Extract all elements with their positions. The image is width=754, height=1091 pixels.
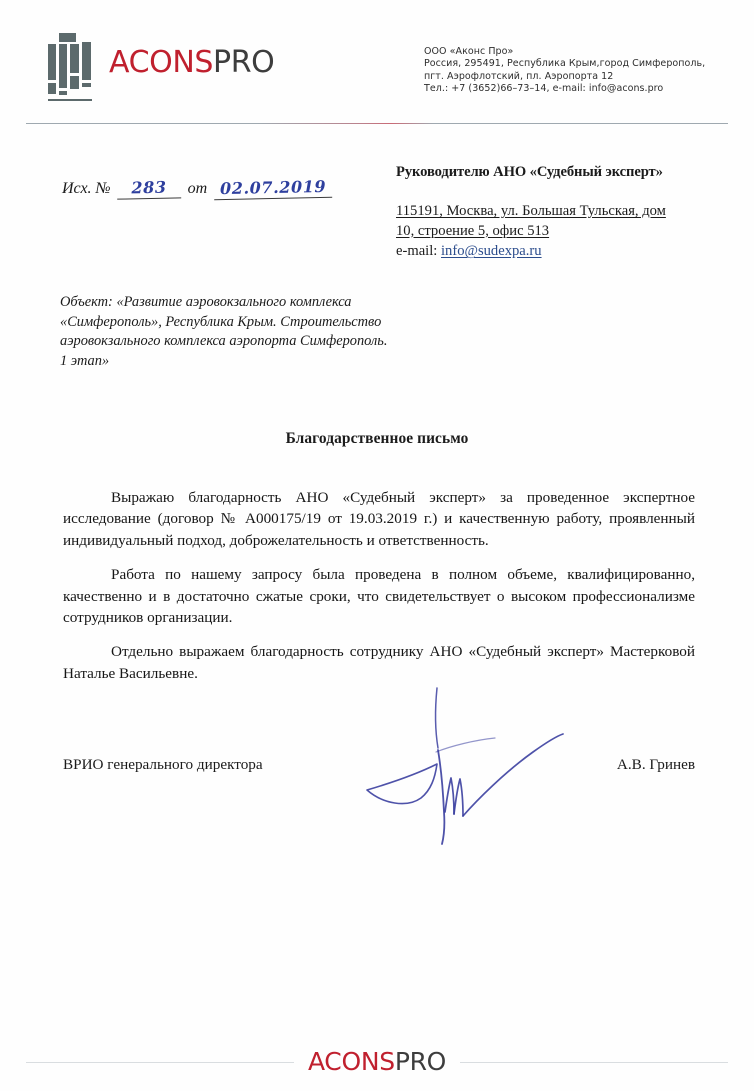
outgoing-number-row xyxy=(62,178,332,199)
acons-logo-mark-icon xyxy=(48,33,96,105)
header-divider xyxy=(26,123,728,124)
footer-logo-acons: ACONS xyxy=(307,1047,395,1076)
document-title: Благодарственное письмо xyxy=(285,430,469,447)
addressee-block xyxy=(396,163,714,261)
company-contacts xyxy=(424,46,705,96)
contact-company-name: ООО «Аконс Про» xyxy=(424,46,514,57)
body-paragraph: Выражаю благодарность АНО «Судебный эксперт» за проведенное экспертное исследование (договор № А000175/19 от 19.03.2019 г.) и качественную работу, проявленный индивидуальный подход, доброжелательность и ответственность. xyxy=(63,489,695,549)
contact-address-line1: Россия, 295491, Республика Крым,город Симферополь, xyxy=(424,58,706,70)
addressee-address-line2: 10, строение 5, офис 513 xyxy=(396,222,550,239)
footer-logo xyxy=(0,1046,754,1077)
signatory-position: ВРИО генерального директора xyxy=(63,756,263,773)
body-paragraph: Отдельно выражаем благодарность сотруднику АНО «Судебный эксперт» Мастерковой Наталье Васильевне. xyxy=(63,643,695,682)
addressee-address-line1: 115191, Москва, ул. Большая Тульская, дом xyxy=(396,203,666,219)
addressee-email-label: e-mail: xyxy=(396,243,438,259)
addressee-email-row xyxy=(396,242,714,261)
contact-address-line2: пгт. Аэрофлотский, пл. Аэропорта 12 xyxy=(424,70,614,82)
outgoing-date-value: 02.07.2019 xyxy=(214,177,333,200)
outgoing-number-value: 283 xyxy=(116,177,180,199)
outgoing-date-label: от xyxy=(187,180,208,197)
footer-logo-pro: PRO xyxy=(394,1047,447,1076)
outgoing-number-label: Исх. № xyxy=(62,180,111,197)
letterhead xyxy=(0,30,754,110)
body-paragraph: Работа по нашему запросу была проведена в полном объеме, квалифицированно, качественно и в достаточно сжатые сроки, что свидетельствует о высоком профессионализме сотрудников организации. xyxy=(63,566,695,627)
addressee-email-link[interactable]: info@sudexpa.ru xyxy=(441,243,542,259)
contact-phone-email: Тел.: +7 (3652)66–73–14, e-mail: info@acons.pro xyxy=(424,83,664,95)
page-footer xyxy=(0,1040,754,1091)
logo-wordmark xyxy=(109,45,275,80)
signature-row xyxy=(63,756,695,780)
addressee-recipient: Руководителю АНО «Судебный эксперт» xyxy=(396,164,663,180)
company-logo xyxy=(48,33,274,105)
object-description: Объект: «Развитие аэровокзального комплекса «Симферополь», Республика Крым. Строительство аэровокзального комплекса аэропорта Симферополь. 1 этап» xyxy=(60,294,388,369)
logo-wordmark-acons: ACONS xyxy=(109,45,214,80)
letter-body xyxy=(63,487,695,684)
addressee-address xyxy=(396,202,714,241)
signatory-name: А.В. Гринев xyxy=(616,756,695,773)
logo-wordmark-pro: PRO xyxy=(213,45,275,80)
